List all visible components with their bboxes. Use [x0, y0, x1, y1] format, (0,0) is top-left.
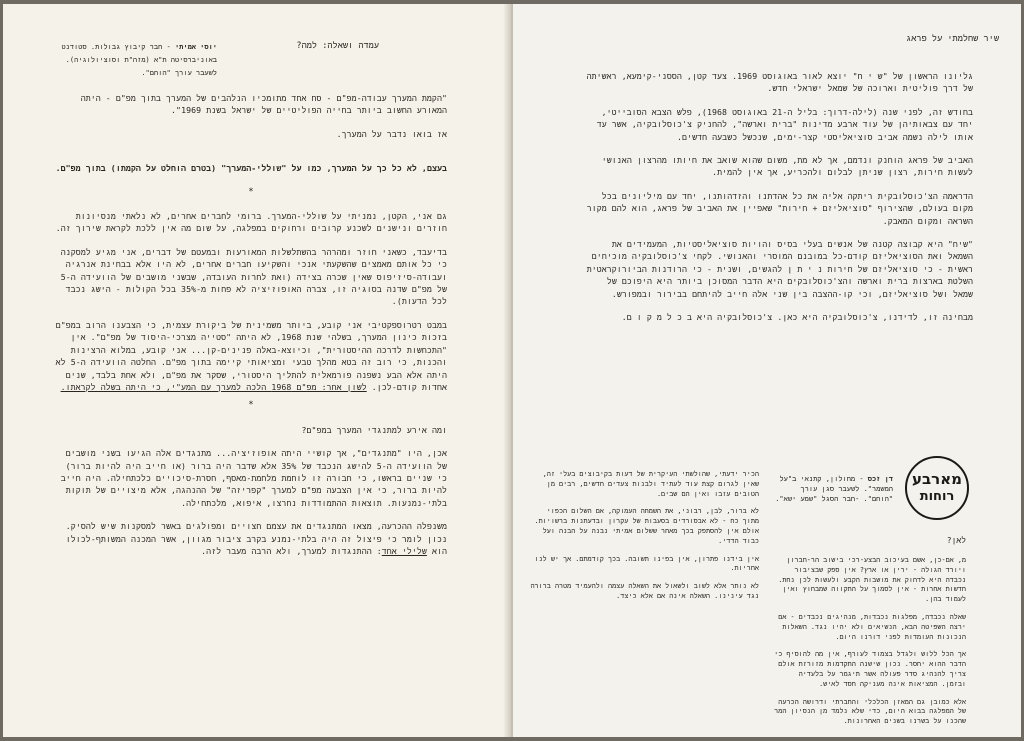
body-paragraph: בדיעבד, כשאני חוזר ומהרהר בהשתלשלות המאורעות ובמעטם של דברים, אני מגיע למסקנה כי כל אותם מאמצים שהשקעתי אנכי והשקיעו חברים אחרים, לא היו אלא בבחינת אנרגיה ועבודה-סיזיפוס שאין שכרה בצידה (ואת לחרות העובדה, שבשני מושבים של הוועידה ה-5 של מפ"ם שדנה בסוגיה זו, צברה האופוזיציה לא פחות מ-35% בכל הקולות - הישג נכבד לכל הדעות). — [60, 246, 447, 307]
column-author-credit — [771, 474, 893, 504]
body-paragraph: משנפלה ההכרעה, מצאו המתנגדים את עצמם חצויים ומפולגים באשר למסקנות שיש להסיק. נכון לומר כי פיצול זה היה בלתי-נמנע בקרב ציבור מגוון, אשר המכנה המשותף-לכולו הוא שלילי אחד: ההתנגדות למערך, ולא הרבה מעבר לזה. — [65, 521, 447, 556]
left-page — [3, 4, 511, 737]
body-paragraph: בחודש זה, לפני שנה (לילה-דרוך: בליל ה-21 באוגוסט 1968), פלש הצבא הסובייטי, יחד עם צבאותיהן של עוד ארבע מדינות "ברית וארשה", להחניק צ'כוסלובקיה, אשר עד אותו לילה נשמה אביב סוציאליסטי קצר-ימים, שנכשל כשבעה חדשים. — [596, 106, 973, 142]
column-author-bio: - מחולון, קתנאי ב"על המשמר". לשעבר סגן עורך "הוחם". -חבר הסגל "שמע ישא". — [775, 475, 893, 503]
underlined-phrase: שלילי אחד — [381, 545, 427, 556]
section-divider-star: * — [248, 400, 254, 411]
left-page-body — [55, 92, 447, 568]
author-bio: - חבר קיבוץ גבולות. סטודנט באוניברסיטה ת"א (מזה"ת וסוציולוגיה). לשעבר עורך "הוחם". — [61, 43, 217, 77]
section-question: ומה אירע למתנגדי המערך במפ"ם? — [301, 424, 447, 435]
right-page — [513, 4, 1021, 737]
left-page-header: עמדה ושאלה: למה? — [296, 41, 379, 51]
body-paragraph: "שיח" היא קבוצה קטנה של אנשים בעלי בסיס והויות סוציאליסטיות, המעמידים את השמאל ואת הסוציאליזם קודם-כל במובנם המוסרי והאנושי. לקחי צ'כוסלובקיה מוכיחים ראשית - כי סוציאליזם של חירות נ י ת ן להגשים, ושנית - כי הרודנות הביורוקראטית השלטת בארצות ברית וארשה והצ'כוסלובקים היא הדבר המסוכן ביותר היא היפוכם של שמאל ושל סוציאליזם, וכי קו-ההצבה בין שני אלה חייב להיתחם בבירור ובמפורש. — [586, 239, 973, 299]
small-column-left: הכיר ידעתי, שהולשתי העיקרית של דעות בקיבוצים בעלי זה, שאין לגרום קצת עוד לעתיד ולבנות צעדים חדשים, רבים מן הטובים עזבו ואין הם שבים. לא ברור, לבן, רבוני, את השמחה העמוקה, אם השלום הכפוי מתוך כח - לא אבסורדים בסעבות של עקרון ובדעתנות ברשויות. אולם אין להסתפק בכך מאחר ששלום אמיתי נבנה על הבנה ועל כבוד הדדי. אין בידנו פתרון, אין בפינו תשובה. בכך קודמתם. אך יש לנו אחריות. לא נותר אלא לשוב ולשאול את השאלה עצמה ולהעמיד מטרה ברורה נגד עינינו. השאלה אינה אם אלא כיצד. — [530, 470, 759, 600]
right-page-body — [583, 70, 973, 335]
statement-line: אז בואו נדבר על המערך. — [336, 128, 447, 139]
body-paragraph: מבחינה זו, לדידנו, צ'כוסלובקיה היא כאן. צ'כוסלובקיה היא ב כ ל מ ק ו ם. — [621, 312, 973, 323]
author-credit — [47, 41, 217, 80]
body-paragraph: גליונו הראשון של "ש י ח" יוצא לאור באוגוסט 1969. צעד קטן, הססני-קימעא, ראשיתה של דרך פוליטית וארוכה של שמאל ישראלי חדש. — [586, 71, 973, 94]
body-paragraph: אכן, היו "מתנגדים", אך קושיי היתה אופוזיציה... מתנגדים אלה הגיעו בשני מושבים של הוועידה ה-5 להישג הנכבד של 35% אלא שדבר היה ברור (או חייב היה להיות ברור) כי שניים בראשו, כי חבורה זו לוחמת מלחמת-מאסף, חסרת-סיכויים כלכתחילה. היה חייב להיות ברור, כי אין הצבעה מפ"ם למערך "קפריזה" של ההנהגה, אלא מיצויים של תוקות בלתי-נמנעות. תוצאות ההתמודדות נחרצו, איפוא, מלכתחילה. — [60, 448, 447, 508]
body-paragraph: הדראמה הצ'כוסלובקית ריתקה אליה את כל אהדתנו והזדהותנו, יחד עם מיליונים בכל מקום בעולם, שהצירוף "סוציאליזם + חירות" שאפיין את האביב של פראג, הוא להם מקור השראה ומקום המאבק. — [586, 190, 973, 226]
opening-quote: "הקמת המערך עבודה-מפ"ם - סח אחד מתומכיו הנלהבים של המערך בתוך מפ"ם - היתה המאורע החשוב ביותר בחייה הפוליטיים של ישראל בשנת 1969". — [80, 93, 447, 116]
column-question: לאן? — [946, 536, 966, 545]
right-page-header: שיר שחלמתי על פראג — [906, 34, 999, 44]
body-paragraph: גם אני, הקטן, נמניתי על שוללי-המערך. ברומי לחברים אחרים, לא נלאתי מנסיונות חוזרים ונישנים לשכנע קרובים ורחוקים במפלגה, על שום מה אין ללכת לקראת שירוך זה. — [55, 211, 447, 234]
bold-paragraph: בעצם, לא כל כך על המערך, כמו על "שוללי-המערך" (בטרם הוחלט על הקמתו) בתוך מפ"ם. — [55, 163, 447, 174]
body-paragraph: במבט רטרוספקטיבי אני קובע, ביותר משמינית של ביקורת עצמית, כי הצבענו הרוב במפ"ם בזכות כינון המערך, בשלהי שנת 1968, לא היתה "סטייה מצרכי-היסוד של מפ"ם". אין "התכחשות לדרכה ההיסטורית", וכיוצא-באלה פנינים-קן... אני קובע, במלוא הרצינות והכנות, כי רוב זה בטא מהלך טבעי ומציאותי קיימה בתוך מפ"ם. החלטה הוועידה ה-5 לא היתה אלא הבע נשפנה פורמאלית להתליך היסטורי, שסקר את מפ"ם, ולא אחת בלבד, שנים אחדות קודם-לכן. לשון אחר: מפ"ם 1968 הלכה למערך עם המע"י, כי היתה בשלה לקראתו. — [55, 319, 447, 392]
small-column-right: מ, אם-כן, אשם בעיכוב הבצע-רכי בישוב הר-חברון ויורד הגולה - ירין או ארץ? אין ספק שבציבור נכבדה היא לדחוק את מושבות הקבע ולעשות לכן נחת. חדשות אחרות - אין לסמוך על התקווה שמבחוץ ואין לעמוד בהן. שאלה נכבדה, מפלגות נכבדות, מנהיגים נכבדים - אם ירצה השפיטה הבא, הנשיאים ולא יהיו נגד. השאלות הנכונות העומדות לפני דורנו היום. אך הכל ללוש ולגדל בצמוד לעורף, אין מה להוסיף כי הדבר ההוא יחסר. נכון שישנה התקדמות מזורזת אולם צריך להנהיג סדר פעולה אשר תיגמר על בלעדיה ובזמן. המציאות אינה מעניקה חסד לאיש. אלא כמובן גם המאזן הכלכלי והחברתי ודרושה הכרעה של המפלגה בבוא היום, כדי שלא נלמד מן הנסיון המר שהכנו על בשרנו בשנים האחרונות. — [774, 556, 966, 726]
author-name: יוסי אמיתי — [174, 43, 217, 51]
body-paragraph: האביב של פראג הוחנק ונדמם, אך לא מת, משום שהוא שואב את חיותו מהרצון האנושי לעשות חירות, רצון שניתן לבלום ולהכריע, אך אין להמית. — [601, 155, 973, 178]
column-logo: מארבע רוחות — [905, 456, 969, 520]
section-divider-star: * — [248, 186, 254, 197]
column-author-name: דן זכס — [867, 475, 893, 483]
underlined-conclusion: לשון אחר: מפ"ם 1968 הלכה למערך עם המע"י, כי היתה בשלה לקראתו. — [60, 381, 367, 392]
